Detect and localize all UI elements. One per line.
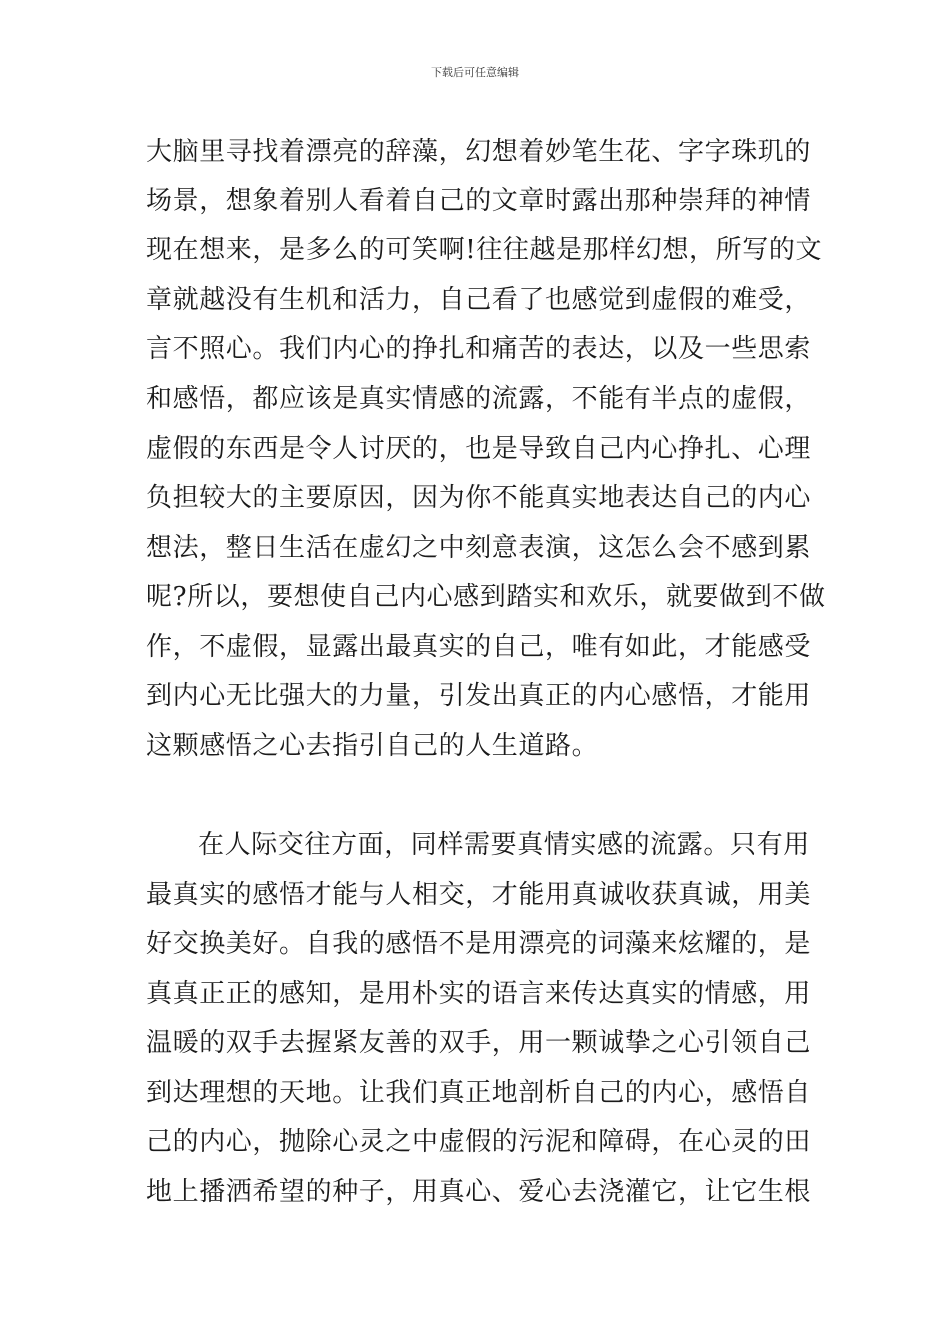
paragraph-2-line-3: 好交换美好。自我的感悟不是用漂亮的词藻来炫耀的，是 [146,929,812,959]
paragraph-1-line-4: 章就越没有生机和活力，自己看了也感觉到虚假的难受， [146,285,812,315]
paragraph-2-line-2: 最真实的感悟才能与人相交，才能用真诚收获真诚，用美 [146,880,812,910]
paragraph-1-line-2: 场景，想象着别人看着自己的文章时露出那种崇拜的神情 [146,186,812,216]
paragraph-1-line-6: 和感悟，都应该是真实情感的流露，不能有半点的虚假， [146,384,812,414]
paragraph-2-line-1: 在人际交往方面，同样需要真情实感的流露。只有用 [198,830,810,860]
paragraph-1-line-8: 负担较大的主要原因，因为你不能真实地表达自己的内心 [146,483,812,513]
paragraph-1-line-3: 现在想来，是多么的可笑啊!往往越是那样幻想，所写的文 [146,235,823,265]
paragraph-2-line-6: 到达理想的天地。让我们真正地剖析自己的内心，感悟自 [146,1078,812,1108]
paragraph-2-line-5: 温暖的双手去握紧友善的双手，用一颗诚挚之心引领自己 [146,1028,812,1058]
paragraph-2-line-4: 真真正正的感知，是用朴实的语言来传达真实的情感，用 [146,979,812,1009]
paragraph-1-line-9: 想法，整日生活在虚幻之中刻意表演，这怎么会不感到累 [146,533,812,563]
paragraph-2-line-7: 己的内心，抛除心灵之中虚假的污泥和障碍，在心灵的田 [146,1127,812,1157]
paragraph-1-line-12: 到内心无比强大的力量，引发出真正的内心感悟，才能用 [146,681,812,711]
paragraph-1-line-7: 虚假的东西是令人讨厌的，也是导致自己内心挣扎、心理 [146,434,812,464]
paragraph-1-line-10: 呢?所以，要想使自己内心感到踏实和欢乐，就要做到不做 [146,582,826,612]
header-note: 下载后可任意编辑 [431,66,519,79]
paragraph-2-line-8: 地上播洒希望的种子，用真心、爱心去浇灌它，让它生根 [146,1177,812,1207]
paragraph-1-line-11: 作，不虚假，显露出最真实的自己，唯有如此，才能感受 [146,632,812,662]
paragraph-1-line-13: 这颗感悟之心去指引自己的人生道路。 [146,731,599,761]
paragraph-1-line-1: 大脑里寻找着漂亮的辞藻，幻想着妙笔生花、字字珠玑的 [146,137,812,167]
paragraph-1-line-5: 言不照心。我们内心的挣扎和痛苦的表达，以及一些思索 [146,334,812,364]
